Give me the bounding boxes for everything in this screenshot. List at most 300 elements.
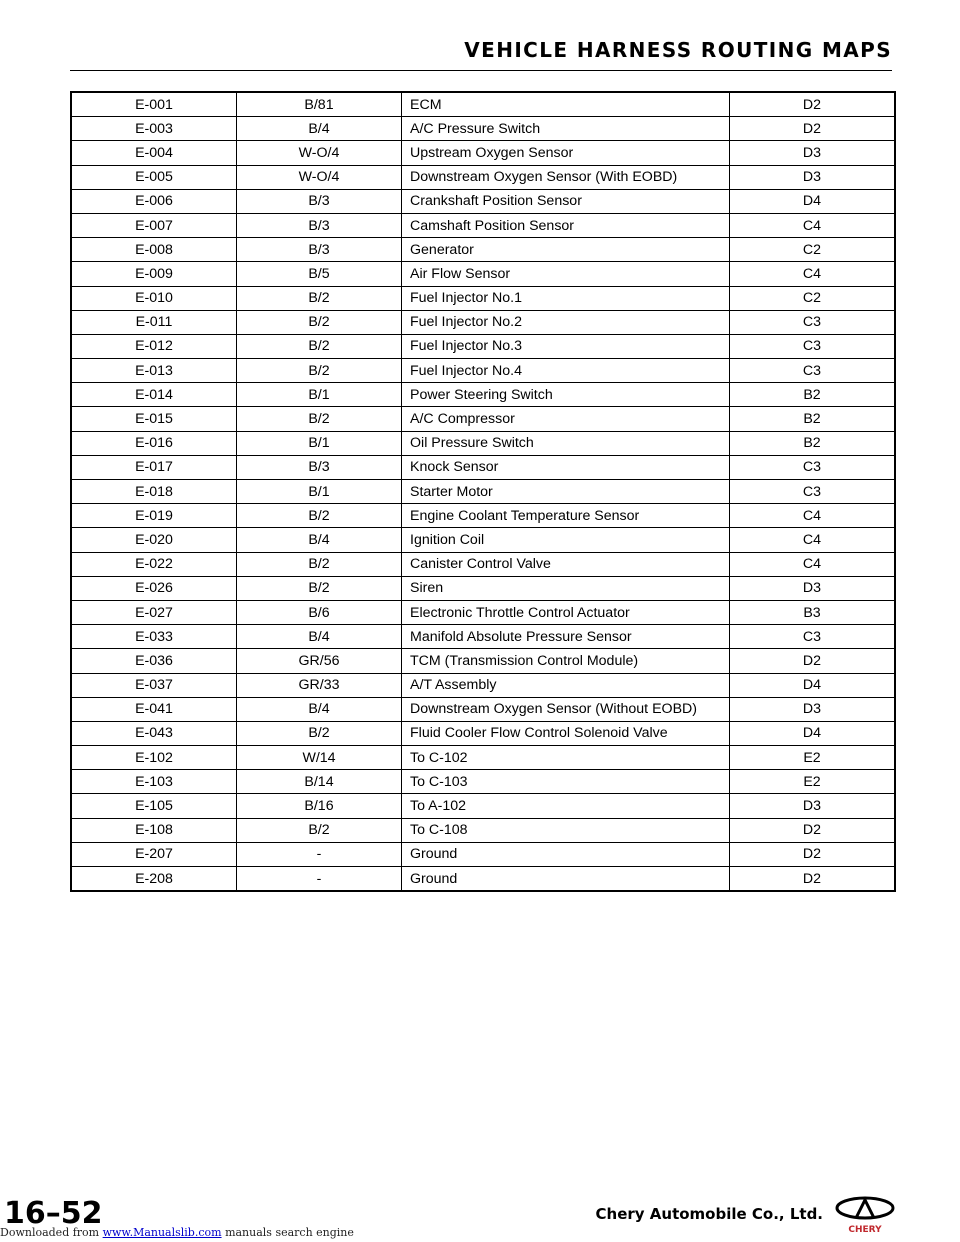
connector-code-cell (71, 504, 237, 528)
connector-code-cell (71, 867, 237, 892)
wire-spec-text: B/1 (308, 435, 330, 452)
location-text: E2 (803, 749, 821, 766)
download-notice (0, 1226, 354, 1239)
connector-code-cell (71, 818, 237, 842)
connector-code-text: E-208 (135, 870, 173, 887)
connector-code-cell (71, 262, 237, 286)
connector-code-text: E-009 (135, 265, 173, 282)
table-row (71, 552, 895, 576)
connector-code-cell (71, 528, 237, 552)
description-cell (402, 842, 730, 866)
wire-spec-text: B/2 (308, 507, 330, 524)
connector-code-cell (71, 480, 237, 504)
location-text: D3 (802, 144, 822, 161)
title-divider (70, 70, 892, 71)
location-cell (730, 794, 896, 818)
wire-spec-text: GR/33 (298, 677, 340, 694)
location-text: C4 (802, 556, 822, 573)
wire-spec-text: B/14 (304, 773, 334, 790)
table-row (71, 431, 895, 455)
connector-code-cell (71, 697, 237, 721)
table-row (71, 383, 895, 407)
wire-spec-cell (237, 286, 402, 310)
connector-code-text: E-026 (135, 580, 173, 597)
table-row (71, 286, 895, 310)
table-row (71, 867, 895, 892)
connector-code-cell (71, 165, 237, 189)
description-cell (402, 213, 730, 237)
connector-code-text: E-016 (135, 435, 173, 452)
manualslib-link[interactable]: www.Manualslib.com (102, 1226, 222, 1239)
description-cell (402, 746, 730, 770)
connector-code-text: E-013 (135, 362, 173, 379)
table-row (71, 334, 895, 358)
location-text: E2 (803, 773, 821, 790)
description-text: To C-102 (410, 749, 468, 766)
chery-logo (834, 1195, 896, 1235)
table-row (71, 794, 895, 818)
wire-spec-text: B/6 (308, 604, 330, 621)
page-title: VEHICLE HARNESS ROUTING MAPS (464, 38, 892, 62)
connector-code-text: E-036 (135, 652, 173, 669)
wire-spec-text: B/4 (308, 120, 330, 137)
description-cell (402, 818, 730, 842)
wire-spec-text: B/4 (308, 531, 330, 548)
logo-a-mark (856, 1200, 874, 1218)
wire-spec-cell (237, 238, 402, 262)
wire-spec-text: GR/56 (298, 652, 340, 669)
location-cell (730, 721, 896, 745)
wire-spec-cell (237, 770, 402, 794)
logo-text: CHERY (848, 1225, 882, 1235)
wire-spec-text: B/16 (304, 798, 334, 815)
wire-spec-text: B/2 (308, 411, 330, 428)
wire-spec-cell (237, 213, 402, 237)
description-text: Downstream Oxygen Sensor (Without EOBD) (410, 701, 697, 718)
connector-code-text: E-102 (135, 749, 173, 766)
location-cell (730, 189, 896, 213)
location-text: D3 (802, 701, 822, 718)
location-text: C2 (802, 290, 822, 307)
location-text: C4 (802, 265, 822, 282)
location-cell (730, 334, 896, 358)
wire-spec-cell (237, 576, 402, 600)
description-cell (402, 141, 730, 165)
wire-spec-cell (237, 165, 402, 189)
connector-code-text: E-004 (135, 144, 173, 161)
table-row (71, 504, 895, 528)
wire-spec-cell (237, 92, 402, 117)
location-cell (730, 552, 896, 576)
table-row (71, 262, 895, 286)
description-text: TCM (Transmission Control Module) (410, 652, 639, 669)
wire-spec-cell (237, 528, 402, 552)
description-text: Manifold Absolute Pressure Sensor (410, 628, 632, 645)
location-cell (730, 286, 896, 310)
location-text: C3 (802, 628, 822, 645)
location-cell (730, 407, 896, 431)
wire-spec-cell (237, 673, 402, 697)
wire-spec-cell (237, 649, 402, 673)
description-text: To C-103 (410, 773, 468, 790)
connector-code-cell (71, 649, 237, 673)
connector-code-text: E-015 (135, 411, 173, 428)
table-row (71, 189, 895, 213)
connector-code-text: E-005 (135, 169, 173, 186)
description-text: Ground (410, 870, 458, 887)
location-text: D2 (802, 96, 822, 113)
download-suffix: manuals search engine (225, 1226, 354, 1239)
wire-spec-text: B/2 (308, 580, 330, 597)
location-text: B2 (803, 386, 821, 403)
wire-spec-cell (237, 842, 402, 866)
table-row (71, 673, 895, 697)
connector-code-cell (71, 842, 237, 866)
location-text: D3 (802, 580, 822, 597)
location-cell (730, 359, 896, 383)
wire-spec-cell (237, 141, 402, 165)
wire-spec-cell (237, 383, 402, 407)
location-cell (730, 310, 896, 334)
table-row (71, 117, 895, 141)
connector-code-text: E-207 (135, 846, 173, 863)
location-cell (730, 673, 896, 697)
wire-spec-cell (237, 625, 402, 649)
wire-spec-text: B/81 (304, 96, 334, 113)
wire-spec-cell (237, 600, 402, 624)
connector-code-text: E-019 (135, 507, 173, 524)
description-text: Ignition Coil (410, 531, 485, 548)
wire-spec-cell (237, 262, 402, 286)
description-cell (402, 383, 730, 407)
wire-spec-cell (237, 504, 402, 528)
location-cell (730, 238, 896, 262)
connector-code-cell (71, 383, 237, 407)
description-text: Fluid Cooler Flow Control Solenoid Valve (410, 725, 668, 742)
connector-code-cell (71, 359, 237, 383)
description-cell (402, 189, 730, 213)
description-text: To C-108 (410, 822, 468, 839)
description-cell (402, 334, 730, 358)
location-text: C4 (802, 507, 822, 524)
connector-code-cell (71, 600, 237, 624)
wire-spec-cell (237, 117, 402, 141)
connector-code-text: E-020 (135, 531, 173, 548)
table-row (71, 842, 895, 866)
location-text: D2 (802, 652, 822, 669)
location-text: C4 (802, 531, 822, 548)
wire-spec-text: B/2 (308, 822, 330, 839)
connector-code-text: E-018 (135, 483, 173, 500)
description-text: Camshaft Position Sensor (410, 217, 575, 234)
connector-code-cell (71, 238, 237, 262)
location-cell (730, 576, 896, 600)
wire-spec-cell (237, 794, 402, 818)
page-number-value: 52 (60, 1196, 103, 1231)
connector-code-text: E-010 (135, 290, 173, 307)
description-text: Fuel Injector No.3 (410, 338, 522, 355)
description-cell (402, 480, 730, 504)
table-row (71, 818, 895, 842)
description-cell (402, 92, 730, 117)
wire-spec-text: B/3 (308, 241, 330, 258)
connector-code-text: E-001 (135, 96, 173, 113)
connector-code-text: E-007 (135, 217, 173, 234)
connector-code-text: E-003 (135, 120, 173, 137)
connector-code-cell (71, 552, 237, 576)
wire-spec-cell (237, 334, 402, 358)
description-cell (402, 576, 730, 600)
description-cell (402, 770, 730, 794)
table-row (71, 697, 895, 721)
wire-spec-text: B/2 (308, 556, 330, 573)
wire-spec-cell (237, 431, 402, 455)
description-text: Fuel Injector No.1 (410, 290, 522, 307)
connector-code-text: E-103 (135, 773, 173, 790)
description-text: Ground (410, 846, 458, 863)
description-text: ECM (410, 96, 442, 113)
wire-spec-text: - (316, 870, 322, 887)
location-text: D4 (802, 193, 822, 210)
description-text: Downstream Oxygen Sensor (With EOBD) (410, 169, 678, 186)
description-text: A/T Assembly (410, 677, 497, 694)
description-cell (402, 673, 730, 697)
wire-spec-cell (237, 310, 402, 334)
description-text: To A-102 (410, 798, 466, 815)
location-text: D2 (802, 846, 822, 863)
wire-spec-cell (237, 721, 402, 745)
connector-code-text: E-105 (135, 798, 173, 815)
wire-spec-text: B/3 (308, 459, 330, 476)
description-text: Upstream Oxygen Sensor (410, 144, 574, 161)
location-text: B3 (803, 604, 821, 621)
connector-table-body (71, 92, 895, 891)
wire-spec-text: B/2 (308, 362, 330, 379)
location-text: B2 (803, 435, 821, 452)
description-cell (402, 431, 730, 455)
wire-spec-text: B/3 (308, 217, 330, 234)
wire-spec-text: B/4 (308, 628, 330, 645)
connector-code-text: E-041 (135, 701, 173, 718)
description-cell (402, 528, 730, 552)
description-text: Electronic Throttle Control Actuator (410, 604, 630, 621)
connector-code-cell (71, 721, 237, 745)
table-row (71, 141, 895, 165)
connector-code-text: E-108 (135, 822, 173, 839)
table-row (71, 407, 895, 431)
connector-code-cell (71, 141, 237, 165)
wire-spec-cell (237, 359, 402, 383)
description-text: Siren (410, 580, 444, 597)
table-row (71, 165, 895, 189)
wire-spec-text: W-O/4 (298, 144, 340, 161)
wire-spec-cell (237, 697, 402, 721)
wire-spec-text: W/14 (302, 749, 336, 766)
location-cell (730, 165, 896, 189)
wire-spec-text: B/2 (308, 314, 330, 331)
table-row (71, 310, 895, 334)
location-text: D2 (802, 120, 822, 137)
connector-code-cell (71, 286, 237, 310)
location-text: B2 (803, 411, 821, 428)
table-row (71, 649, 895, 673)
description-text: Engine Coolant Temperature Sensor (410, 507, 640, 524)
location-cell (730, 431, 896, 455)
location-cell (730, 92, 896, 117)
location-cell (730, 504, 896, 528)
table-row (71, 600, 895, 624)
location-text: C3 (802, 338, 822, 355)
wire-spec-cell (237, 480, 402, 504)
table-row (71, 721, 895, 745)
description-cell (402, 238, 730, 262)
connector-code-text: E-012 (135, 338, 173, 355)
description-cell (402, 455, 730, 479)
location-text: D3 (802, 169, 822, 186)
location-cell (730, 480, 896, 504)
location-cell (730, 600, 896, 624)
location-text: D3 (802, 798, 822, 815)
location-text: C2 (802, 241, 822, 258)
wire-spec-cell (237, 455, 402, 479)
location-cell (730, 455, 896, 479)
wire-spec-text: - (316, 846, 322, 863)
connector-code-cell (71, 625, 237, 649)
location-cell (730, 141, 896, 165)
description-cell (402, 867, 730, 892)
description-text: Power Steering Switch (410, 386, 553, 403)
table-row (71, 92, 895, 117)
connector-table (70, 91, 896, 892)
description-text: Air Flow Sensor (410, 265, 511, 282)
wire-spec-cell (237, 746, 402, 770)
connector-code-text: E-011 (135, 314, 173, 331)
location-cell (730, 697, 896, 721)
connector-code-cell (71, 770, 237, 794)
connector-code-cell (71, 455, 237, 479)
connector-code-cell (71, 334, 237, 358)
description-cell (402, 697, 730, 721)
location-text: C3 (802, 459, 822, 476)
location-cell (730, 117, 896, 141)
connector-code-cell (71, 576, 237, 600)
description-text: Crankshaft Position Sensor (410, 193, 582, 210)
description-cell (402, 262, 730, 286)
description-cell (402, 310, 730, 334)
description-cell (402, 504, 730, 528)
description-text: Oil Pressure Switch (410, 435, 534, 452)
wire-spec-text: B/2 (308, 338, 330, 355)
description-cell (402, 721, 730, 745)
wire-spec-text: B/4 (308, 701, 330, 718)
connector-code-text: E-008 (135, 241, 173, 258)
connector-code-text: E-014 (135, 386, 173, 403)
location-text: C3 (802, 314, 822, 331)
table-row (71, 455, 895, 479)
connector-code-text: E-006 (135, 193, 173, 210)
connector-code-cell (71, 746, 237, 770)
location-text: D2 (802, 822, 822, 839)
location-cell (730, 867, 896, 892)
wire-spec-text: B/1 (308, 386, 330, 403)
connector-code-cell (71, 673, 237, 697)
description-cell (402, 649, 730, 673)
connector-code-cell (71, 213, 237, 237)
connector-code-text: E-037 (135, 677, 173, 694)
wire-spec-text: W-O/4 (298, 169, 340, 186)
wire-spec-cell (237, 407, 402, 431)
table-row (71, 576, 895, 600)
connector-code-text: E-017 (135, 459, 173, 476)
connector-code-text: E-033 (135, 628, 173, 645)
location-text: C3 (802, 362, 822, 379)
connector-code-cell (71, 310, 237, 334)
wire-spec-cell (237, 189, 402, 213)
location-cell (730, 649, 896, 673)
location-cell (730, 262, 896, 286)
description-text: A/C Compressor (410, 411, 515, 428)
description-text: Fuel Injector No.2 (410, 314, 522, 331)
description-cell (402, 600, 730, 624)
location-cell (730, 770, 896, 794)
connector-code-cell (71, 117, 237, 141)
connector-code-text: E-027 (135, 604, 173, 621)
table-row (71, 359, 895, 383)
description-cell (402, 552, 730, 576)
description-text: Knock Sensor (410, 459, 499, 476)
description-cell (402, 359, 730, 383)
company-name: Chery Automobile Co., Ltd. (595, 1205, 823, 1223)
description-text: Canister Control Valve (410, 556, 551, 573)
location-cell (730, 213, 896, 237)
location-cell (730, 625, 896, 649)
location-text: C4 (802, 217, 822, 234)
location-cell (730, 842, 896, 866)
wire-spec-text: B/1 (308, 483, 330, 500)
table-row (71, 213, 895, 237)
location-cell (730, 528, 896, 552)
location-cell (730, 746, 896, 770)
connector-code-text: E-043 (135, 725, 173, 742)
wire-spec-text: B/2 (308, 290, 330, 307)
description-text: Starter Motor (410, 483, 493, 500)
wire-spec-cell (237, 818, 402, 842)
description-text: Fuel Injector No.4 (410, 362, 522, 379)
connector-code-cell (71, 189, 237, 213)
download-prefix: Downloaded from (0, 1226, 100, 1239)
location-text: D4 (802, 677, 822, 694)
description-text: A/C Pressure Switch (410, 120, 541, 137)
description-cell (402, 286, 730, 310)
wire-spec-cell (237, 552, 402, 576)
description-cell (402, 165, 730, 189)
table-row (71, 238, 895, 262)
description-cell (402, 625, 730, 649)
description-cell (402, 794, 730, 818)
description-text: Generator (410, 241, 474, 258)
connector-code-cell (71, 794, 237, 818)
description-cell (402, 117, 730, 141)
table-row (71, 528, 895, 552)
wire-spec-text: B/3 (308, 193, 330, 210)
wire-spec-text: B/5 (308, 265, 330, 282)
connector-code-cell (71, 407, 237, 431)
location-cell (730, 818, 896, 842)
wire-spec-cell (237, 867, 402, 892)
location-text: D2 (802, 870, 822, 887)
connector-code-cell (71, 92, 237, 117)
table-row (71, 770, 895, 794)
